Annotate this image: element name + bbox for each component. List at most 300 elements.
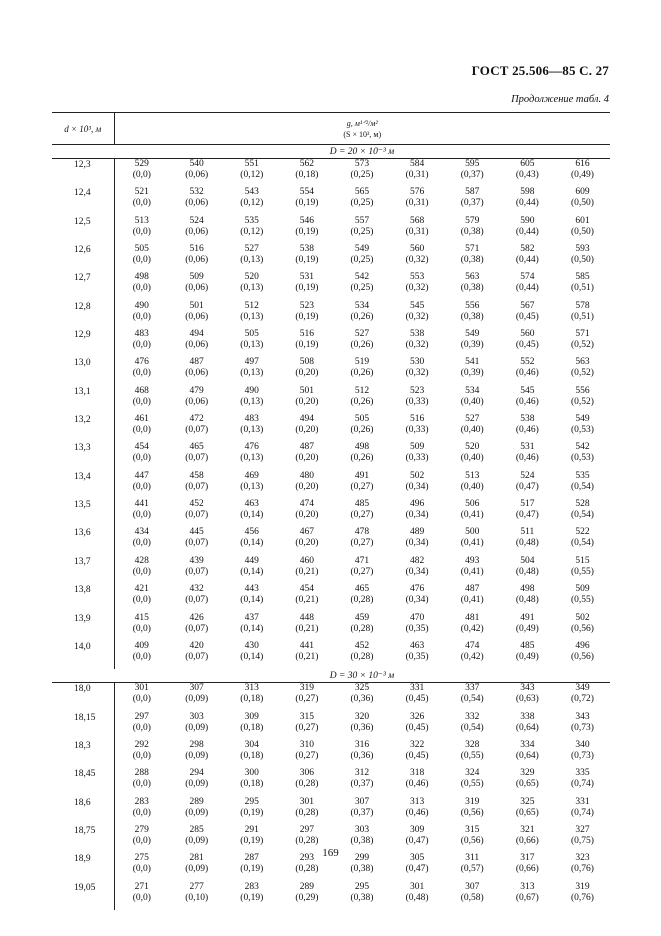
- cell-g-value: 460: [299, 555, 314, 566]
- table-row: [52, 329, 610, 357]
- cell-g-value: 511: [520, 527, 535, 538]
- table-cell: [114, 357, 169, 385]
- row-d-value: 13,4: [52, 471, 114, 499]
- cell-g-value: 281: [189, 853, 204, 864]
- cell-g-value: 309: [244, 711, 259, 722]
- cell-s-value: (0,0): [132, 566, 151, 577]
- row-d-value: 19,05: [52, 882, 114, 910]
- cell-g-value: 283: [244, 881, 259, 892]
- cell-s-value: (0,32): [405, 311, 429, 322]
- section-header-row: [52, 669, 610, 683]
- cell-g-value: 447: [134, 470, 149, 481]
- table-cell: [500, 556, 555, 584]
- cell-g-value: 524: [520, 470, 535, 481]
- cell-g-value: 505: [244, 329, 259, 340]
- cell-s-value: (0,09): [185, 722, 209, 733]
- cell-s-value: (0,09): [185, 694, 209, 705]
- cell-s-value: (0,10): [185, 892, 209, 903]
- cell-s-value: (0,0): [132, 538, 151, 549]
- table-cell: [500, 499, 555, 527]
- cell-g-value: 478: [354, 527, 370, 538]
- cell-g-value: 301: [134, 683, 149, 694]
- table-cell: [390, 442, 445, 470]
- table-cell: [445, 683, 500, 712]
- table-cell: [114, 683, 169, 712]
- cell-g-value: 530: [409, 357, 425, 368]
- table-cell: [334, 882, 389, 910]
- table-cell: [555, 641, 610, 669]
- cell-g-value: 283: [134, 796, 149, 807]
- row-d-value: 18,9: [52, 853, 114, 881]
- cell-s-value: (0,0): [132, 481, 151, 492]
- cell-s-value: (0,35): [405, 623, 429, 634]
- cell-g-value: 309: [409, 824, 425, 835]
- cell-g-value: 437: [244, 612, 259, 623]
- cell-g-value: 454: [134, 442, 149, 453]
- cell-g-value: 445: [189, 527, 204, 538]
- cell-g-value: 454: [299, 584, 314, 595]
- cell-s-value: (0,09): [185, 807, 209, 818]
- table-cell: [169, 244, 224, 272]
- cell-s-value: (0,19): [240, 892, 264, 903]
- cell-g-value: 571: [465, 244, 480, 255]
- cell-g-value: 534: [354, 300, 370, 311]
- cell-s-value: (0,44): [515, 198, 539, 209]
- cell-s-value: (0,34): [405, 566, 429, 577]
- cell-s-value: (0,07): [185, 425, 209, 436]
- cell-s-value: (0,18): [240, 750, 264, 761]
- cell-s-value: (0,66): [515, 835, 539, 846]
- cell-g-value: 490: [134, 300, 149, 311]
- cell-s-value: (0,0): [132, 623, 151, 634]
- cell-s-value: (0,55): [460, 779, 484, 790]
- cell-s-value: (0,27): [350, 538, 374, 549]
- cell-s-value: (0,19): [295, 198, 319, 209]
- cell-g-value: 552: [520, 357, 535, 368]
- cell-g-value: 287: [244, 853, 259, 864]
- cell-s-value: (0,26): [350, 340, 374, 351]
- cell-g-value: 501: [189, 300, 204, 311]
- table-cell: [224, 357, 279, 385]
- table-cell: [555, 527, 610, 555]
- row-d-value: 18,6: [52, 797, 114, 825]
- cell-s-value: (0,57): [460, 864, 484, 875]
- cell-s-value: (0,0): [132, 368, 151, 379]
- cell-s-value: (0,39): [460, 340, 484, 351]
- cell-s-value: (0,46): [405, 779, 429, 790]
- table-cell: [445, 187, 500, 215]
- table-cell: [334, 272, 389, 300]
- cell-s-value: (0,09): [185, 750, 209, 761]
- table-cell: [334, 159, 389, 188]
- cell-g-value: 538: [520, 414, 535, 425]
- cell-g-value: 315: [299, 711, 314, 722]
- cell-g-value: 549: [575, 414, 590, 425]
- cell-s-value: (0,27): [295, 722, 319, 733]
- table-cell: [445, 527, 500, 555]
- cell-s-value: (0,54): [570, 538, 594, 549]
- cell-s-value: (0,06): [185, 255, 209, 266]
- table-cell: [279, 613, 334, 641]
- table-cell: [390, 797, 445, 825]
- cell-s-value: (0,28): [295, 864, 319, 875]
- table-cell: [334, 641, 389, 669]
- cell-s-value: (0,37): [460, 198, 484, 209]
- table-cell: [334, 556, 389, 584]
- cell-s-value: (0,14): [240, 566, 264, 577]
- cell-g-value: 291: [244, 824, 259, 835]
- table-cell: [334, 357, 389, 385]
- table-row: [52, 272, 610, 300]
- table-cell: [114, 187, 169, 215]
- cell-s-value: (0,27): [295, 750, 319, 761]
- cell-s-value: (0,48): [515, 566, 539, 577]
- cell-g-value: 497: [244, 357, 259, 368]
- table-cell: [279, 187, 334, 215]
- row-d-value: 12,7: [52, 272, 114, 300]
- table-cell: [445, 442, 500, 470]
- table-row: [52, 187, 610, 215]
- table-cell: [500, 442, 555, 470]
- cell-s-value: (0,50): [570, 255, 594, 266]
- table-cell: [279, 712, 334, 740]
- table-cell: [555, 216, 610, 244]
- cell-g-value: 593: [575, 244, 590, 255]
- cell-g-value: 325: [354, 683, 370, 694]
- table-cell: [390, 471, 445, 499]
- table-cell: [334, 216, 389, 244]
- table-cell: [445, 584, 500, 612]
- table-cell: [169, 414, 224, 442]
- row-d-value: 13,2: [52, 414, 114, 442]
- table-cell: [114, 301, 169, 329]
- cell-s-value: (0,19): [295, 311, 319, 322]
- table-cell: [390, 527, 445, 555]
- table-cell: [224, 641, 279, 669]
- cell-g-value: 441: [134, 499, 149, 510]
- cell-s-value: (0,32): [405, 340, 429, 351]
- cell-s-value: (0,25): [350, 283, 374, 294]
- cell-s-value: (0,58): [460, 892, 484, 903]
- row-d-value: 14,0: [52, 641, 114, 669]
- cell-g-value: 458: [189, 470, 204, 481]
- table-cell: [114, 613, 169, 641]
- cell-g-value: 509: [575, 584, 590, 595]
- cell-g-value: 297: [134, 711, 149, 722]
- cell-g-value: 465: [189, 442, 204, 453]
- cell-g-value: 546: [299, 215, 314, 226]
- cell-s-value: (0,12): [240, 170, 264, 180]
- cell-g-value: 576: [409, 187, 425, 198]
- cell-s-value: (0,18): [240, 779, 264, 790]
- cell-s-value: (0,48): [515, 595, 539, 606]
- cell-s-value: (0,13): [240, 311, 264, 322]
- cell-s-value: (0,52): [570, 368, 594, 379]
- cell-g-value: 563: [465, 272, 480, 283]
- cell-g-value: 519: [354, 357, 370, 368]
- cell-g-value: 426: [189, 612, 204, 623]
- table-cell: [390, 613, 445, 641]
- cell-g-value: 295: [354, 881, 370, 892]
- table-cell: [555, 357, 610, 385]
- table-cell: [390, 712, 445, 740]
- cell-g-value: 305: [409, 853, 425, 864]
- table-row: [52, 740, 610, 768]
- section-label: D = 20 × 10⁻³ м: [114, 145, 610, 159]
- cell-g-value: 609: [575, 187, 590, 198]
- table-row: [52, 244, 610, 272]
- table-cell: [500, 357, 555, 385]
- table-cell: [500, 159, 555, 188]
- table-cell: [445, 641, 500, 669]
- table-cell: [555, 556, 610, 584]
- cell-g-value: 496: [575, 640, 590, 651]
- table-cell: [445, 414, 500, 442]
- table-cell: [555, 272, 610, 300]
- cell-g-value: 329: [520, 768, 535, 779]
- cell-s-value: (0,0): [132, 835, 151, 846]
- cell-g-value: 443: [244, 584, 259, 595]
- table-cell: [114, 527, 169, 555]
- cell-g-value: 531: [299, 272, 314, 283]
- cell-g-value: 531: [520, 442, 535, 453]
- table-cell: [445, 301, 500, 329]
- cell-s-value: (0,0): [132, 892, 151, 903]
- cell-s-value: (0,13): [240, 425, 264, 436]
- table-header-row: [52, 113, 610, 145]
- table-cell: [224, 301, 279, 329]
- table-cell: [555, 499, 610, 527]
- table-cell: [224, 414, 279, 442]
- cell-g-value: 521: [134, 187, 149, 198]
- table-cell: [334, 527, 389, 555]
- cell-g-value: 459: [354, 612, 370, 623]
- table-cell: [169, 712, 224, 740]
- table-cell: [114, 471, 169, 499]
- cell-s-value: (0,73): [570, 722, 594, 733]
- cell-s-value: (0,0): [132, 750, 151, 761]
- cell-g-value: 326: [409, 711, 425, 722]
- cell-s-value: (0,72): [570, 694, 594, 705]
- cell-s-value: (0,25): [350, 226, 374, 237]
- cell-g-value: 439: [189, 555, 204, 566]
- cell-g-value: 315: [465, 824, 480, 835]
- cell-g-value: 543: [244, 187, 259, 198]
- cell-s-value: (0,32): [405, 368, 429, 379]
- table-cell: [334, 244, 389, 272]
- cell-s-value: (0,48): [405, 892, 429, 903]
- table-cell: [334, 584, 389, 612]
- cell-s-value: (0,54): [460, 694, 484, 705]
- table-cell: [279, 797, 334, 825]
- table-cell: [500, 386, 555, 414]
- cell-s-value: (0,48): [515, 538, 539, 549]
- table-cell: [555, 797, 610, 825]
- table-cell: [555, 329, 610, 357]
- table-cell: [169, 471, 224, 499]
- cell-s-value: (0,33): [405, 425, 429, 436]
- cell-g-value: 554: [299, 187, 314, 198]
- table-cell: [224, 329, 279, 357]
- table-cell: [114, 797, 169, 825]
- table-cell: [279, 216, 334, 244]
- cell-g-value: 461: [134, 414, 149, 425]
- cell-g-value: 605: [520, 159, 535, 169]
- cell-s-value: (0,43): [515, 170, 539, 180]
- cell-g-value: 520: [244, 272, 259, 283]
- cell-s-value: (0,64): [515, 750, 539, 761]
- cell-s-value: (0,26): [350, 368, 374, 379]
- table-cell: [555, 187, 610, 215]
- cell-g-value: 485: [354, 499, 370, 510]
- cell-s-value: (0,45): [515, 340, 539, 351]
- row-d-value: 13,3: [52, 442, 114, 470]
- cell-g-value: 502: [409, 470, 425, 481]
- cell-s-value: (0,63): [515, 694, 539, 705]
- column-header-g-label: g, м¹ᐟ²/м²: [346, 118, 378, 128]
- cell-s-value: (0,0): [132, 226, 151, 237]
- table-cell: [500, 797, 555, 825]
- cell-g-value: 311: [465, 853, 480, 864]
- table-cell: [390, 414, 445, 442]
- cell-g-value: 574: [520, 272, 535, 283]
- cell-g-value: 483: [134, 329, 149, 340]
- row-d-value: 18,3: [52, 740, 114, 768]
- cell-s-value: (0,18): [240, 722, 264, 733]
- cell-s-value: (0,46): [405, 807, 429, 818]
- cell-g-value: 520: [465, 442, 480, 453]
- cell-g-value: 463: [244, 499, 259, 510]
- cell-g-value: 549: [354, 244, 370, 255]
- table-cell: [500, 613, 555, 641]
- cell-s-value: (0,42): [460, 651, 484, 662]
- cell-s-value: (0,0): [132, 340, 151, 351]
- cell-s-value: (0,38): [460, 311, 484, 322]
- cell-s-value: (0,18): [295, 170, 319, 180]
- table-cell: [169, 187, 224, 215]
- cell-s-value: (0,76): [570, 864, 594, 875]
- cell-g-value: 549: [465, 329, 480, 340]
- cell-s-value: (0,0): [132, 311, 151, 322]
- cell-g-value: 578: [575, 300, 590, 311]
- table-cell: [555, 386, 610, 414]
- table-cell: [500, 187, 555, 215]
- cell-g-value: 513: [465, 470, 480, 481]
- table-cell: [169, 159, 224, 188]
- cell-g-value: 516: [189, 244, 204, 255]
- cell-g-value: 494: [189, 329, 204, 340]
- cell-g-value: 306: [299, 768, 314, 779]
- table-cell: [224, 442, 279, 470]
- cell-g-value: 313: [409, 796, 425, 807]
- table-cell: [445, 244, 500, 272]
- table-cell: [555, 159, 610, 188]
- table-cell: [445, 613, 500, 641]
- cell-g-value: 498: [134, 272, 149, 283]
- cell-s-value: (0,56): [460, 807, 484, 818]
- cell-s-value: (0,37): [350, 807, 374, 818]
- cell-g-value: 469: [244, 470, 259, 481]
- cell-s-value: (0,25): [350, 255, 374, 266]
- cell-g-value: 322: [409, 739, 425, 750]
- cell-g-value: 522: [575, 527, 590, 538]
- cell-s-value: (0,54): [570, 510, 594, 521]
- cell-g-value: 332: [465, 711, 480, 722]
- table-cell: [445, 740, 500, 768]
- table-cell: [114, 712, 169, 740]
- cell-s-value: (0,56): [570, 623, 594, 634]
- data-table-container: [52, 112, 610, 910]
- cell-g-value: 335: [575, 768, 590, 779]
- table-cell: [224, 683, 279, 712]
- cell-g-value: 491: [354, 470, 370, 481]
- table-cell: [500, 244, 555, 272]
- table-cell: [224, 471, 279, 499]
- table-cell: [169, 527, 224, 555]
- cell-g-value: 307: [465, 881, 480, 892]
- cell-g-value: 343: [575, 711, 590, 722]
- row-d-value: 13,1: [52, 386, 114, 414]
- table-cell: [169, 301, 224, 329]
- cell-g-value: 479: [189, 385, 204, 396]
- cell-s-value: (0,31): [405, 170, 429, 180]
- cell-s-value: (0,07): [185, 623, 209, 634]
- cell-s-value: (0,06): [185, 226, 209, 237]
- cell-g-value: 481: [465, 612, 480, 623]
- cell-g-value: 285: [189, 824, 204, 835]
- cell-g-value: 494: [299, 414, 314, 425]
- cell-g-value: 541: [465, 357, 480, 368]
- table-cell: [390, 159, 445, 188]
- table-cell: [390, 187, 445, 215]
- cell-g-value: 523: [409, 385, 425, 396]
- page-number: 169: [322, 847, 339, 859]
- cell-g-value: 509: [189, 272, 204, 283]
- cell-g-value: 331: [409, 683, 425, 694]
- cell-g-value: 289: [189, 796, 204, 807]
- table-cell: [334, 740, 389, 768]
- cell-s-value: (0,0): [132, 198, 151, 209]
- cell-s-value: (0,13): [240, 255, 264, 266]
- cell-g-value: 340: [575, 739, 590, 750]
- cell-s-value: (0,46): [515, 425, 539, 436]
- cell-s-value: (0,0): [132, 694, 151, 705]
- table-cell: [279, 272, 334, 300]
- cell-s-value: (0,0): [132, 722, 151, 733]
- cell-s-value: (0,13): [240, 453, 264, 464]
- cell-s-value: (0,34): [405, 510, 429, 521]
- cell-s-value: (0,20): [295, 510, 319, 521]
- table-cell: [279, 556, 334, 584]
- table-row: [52, 216, 610, 244]
- cell-s-value: (0,51): [570, 311, 594, 322]
- table-cell: [224, 244, 279, 272]
- cell-s-value: (0,06): [185, 368, 209, 379]
- table-row: [52, 712, 610, 740]
- table-cell: [390, 499, 445, 527]
- cell-s-value: (0,75): [570, 835, 594, 846]
- cell-g-value: 338: [520, 711, 535, 722]
- cell-s-value: (0,26): [350, 311, 374, 322]
- cell-g-value: 483: [244, 414, 259, 425]
- cell-g-value: 298: [189, 739, 204, 750]
- table-cell: [279, 882, 334, 910]
- cell-g-value: 527: [354, 329, 370, 340]
- cell-g-value: 498: [520, 584, 535, 595]
- table-row: [52, 641, 610, 669]
- table-row: [52, 584, 610, 612]
- table-cell: [445, 556, 500, 584]
